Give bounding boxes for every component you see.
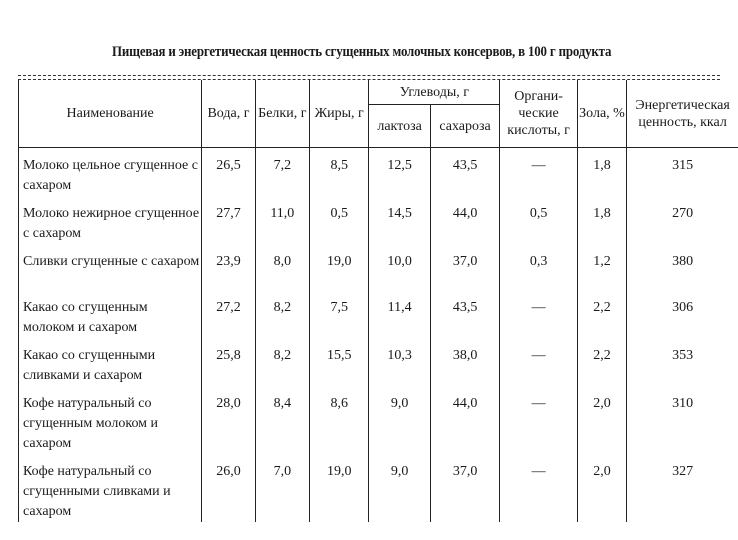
- table-row: [19, 386, 738, 454]
- table-row: [19, 338, 738, 386]
- cell-protein: 8,2: [255, 338, 309, 386]
- cell-sucrose: 44,0: [430, 386, 499, 454]
- header-fat: Жиры, г: [310, 80, 369, 148]
- cell-energy: 353: [627, 338, 738, 386]
- cell-energy: 380: [627, 244, 738, 290]
- cell-lactose: 11,4: [369, 290, 430, 338]
- header-name: Наименование: [19, 80, 202, 148]
- cell-protein: 8,2: [255, 290, 309, 338]
- header-carbs: Углеводы, г: [369, 80, 500, 105]
- cell-acids: —: [500, 148, 578, 197]
- cell-name: Сливки сгущенные с сахаром: [19, 244, 202, 290]
- cell-fat: 8,6: [310, 386, 369, 454]
- cell-lactose: 10,3: [369, 338, 430, 386]
- cell-water: 26,5: [202, 148, 255, 197]
- header-sucrose: сахароза: [430, 105, 499, 148]
- cell-ash: 1,2: [577, 244, 626, 290]
- cell-protein: 11,0: [255, 196, 309, 244]
- header-energy: Энергетическая ценность, ккал: [627, 80, 738, 148]
- cell-lactose: 9,0: [369, 454, 430, 522]
- cell-acids: —: [500, 338, 578, 386]
- cell-name: Молоко цельное сгущенное с сахаром: [19, 148, 202, 197]
- cell-ash: 2,0: [577, 454, 626, 522]
- table-row: [19, 148, 738, 197]
- cell-energy: 306: [627, 290, 738, 338]
- cell-ash: 2,2: [577, 290, 626, 338]
- header-water: Вода, г: [202, 80, 255, 148]
- cell-protein: 7,2: [255, 148, 309, 197]
- cell-ash: 1,8: [577, 196, 626, 244]
- table-row: [19, 290, 738, 338]
- cell-sucrose: 37,0: [430, 244, 499, 290]
- cell-water: 25,8: [202, 338, 255, 386]
- cell-water: 23,9: [202, 244, 255, 290]
- table-row: [19, 244, 738, 290]
- nutrition-table: [18, 80, 738, 522]
- cell-protein: 7,0: [255, 454, 309, 522]
- cell-water: 28,0: [202, 386, 255, 454]
- cell-lactose: 10,0: [369, 244, 430, 290]
- cell-energy: 310: [627, 386, 738, 454]
- cell-ash: 1,8: [577, 148, 626, 197]
- header-lactose: лактоза: [369, 105, 430, 148]
- cell-sucrose: 44,0: [430, 196, 499, 244]
- cell-fat: 7,5: [310, 290, 369, 338]
- cell-fat: 0,5: [310, 196, 369, 244]
- table-row: [19, 454, 738, 522]
- cell-acids: —: [500, 290, 578, 338]
- header-ash: Зола, %: [577, 80, 626, 148]
- cell-name: Кофе натуральный со сгущенными сливками и сахаром: [19, 454, 202, 522]
- cell-energy: 327: [627, 454, 738, 522]
- cell-acids: —: [500, 386, 578, 454]
- table-title: Пищевая и энергетическая ценность сгущенных молочных консервов, в 100 г продукта: [112, 44, 612, 60]
- cell-acids: 0,3: [500, 244, 578, 290]
- header-organic-acids: Органи-ческие кислоты, г: [500, 80, 578, 148]
- cell-name: Какао со сгущенным молоком и сахаром: [19, 290, 202, 338]
- cell-water: 27,2: [202, 290, 255, 338]
- cell-name: Молоко нежирное сгущенное с сахаром: [19, 196, 202, 244]
- cell-fat: 19,0: [310, 244, 369, 290]
- cell-name: Какао со сгущенными сливками и сахаром: [19, 338, 202, 386]
- cell-ash: 2,0: [577, 386, 626, 454]
- cell-fat: 15,5: [310, 338, 369, 386]
- cell-lactose: 9,0: [369, 386, 430, 454]
- cell-fat: 8,5: [310, 148, 369, 197]
- cell-lactose: 12,5: [369, 148, 430, 197]
- cell-water: 26,0: [202, 454, 255, 522]
- cell-lactose: 14,5: [369, 196, 430, 244]
- cell-acids: —: [500, 454, 578, 522]
- cell-ash: 2,2: [577, 338, 626, 386]
- cell-protein: 8,0: [255, 244, 309, 290]
- cell-name: Кофе натуральный со сгущенным молоком и сахаром: [19, 386, 202, 454]
- cell-energy: 270: [627, 196, 738, 244]
- cell-water: 27,7: [202, 196, 255, 244]
- cell-protein: 8,4: [255, 386, 309, 454]
- cell-sucrose: 43,5: [430, 290, 499, 338]
- header-protein: Белки, г: [255, 80, 309, 148]
- cell-sucrose: 43,5: [430, 148, 499, 197]
- cell-sucrose: 37,0: [430, 454, 499, 522]
- table-row: [19, 196, 738, 244]
- cell-fat: 19,0: [310, 454, 369, 522]
- cell-sucrose: 38,0: [430, 338, 499, 386]
- cell-acids: 0,5: [500, 196, 578, 244]
- cell-energy: 315: [627, 148, 738, 197]
